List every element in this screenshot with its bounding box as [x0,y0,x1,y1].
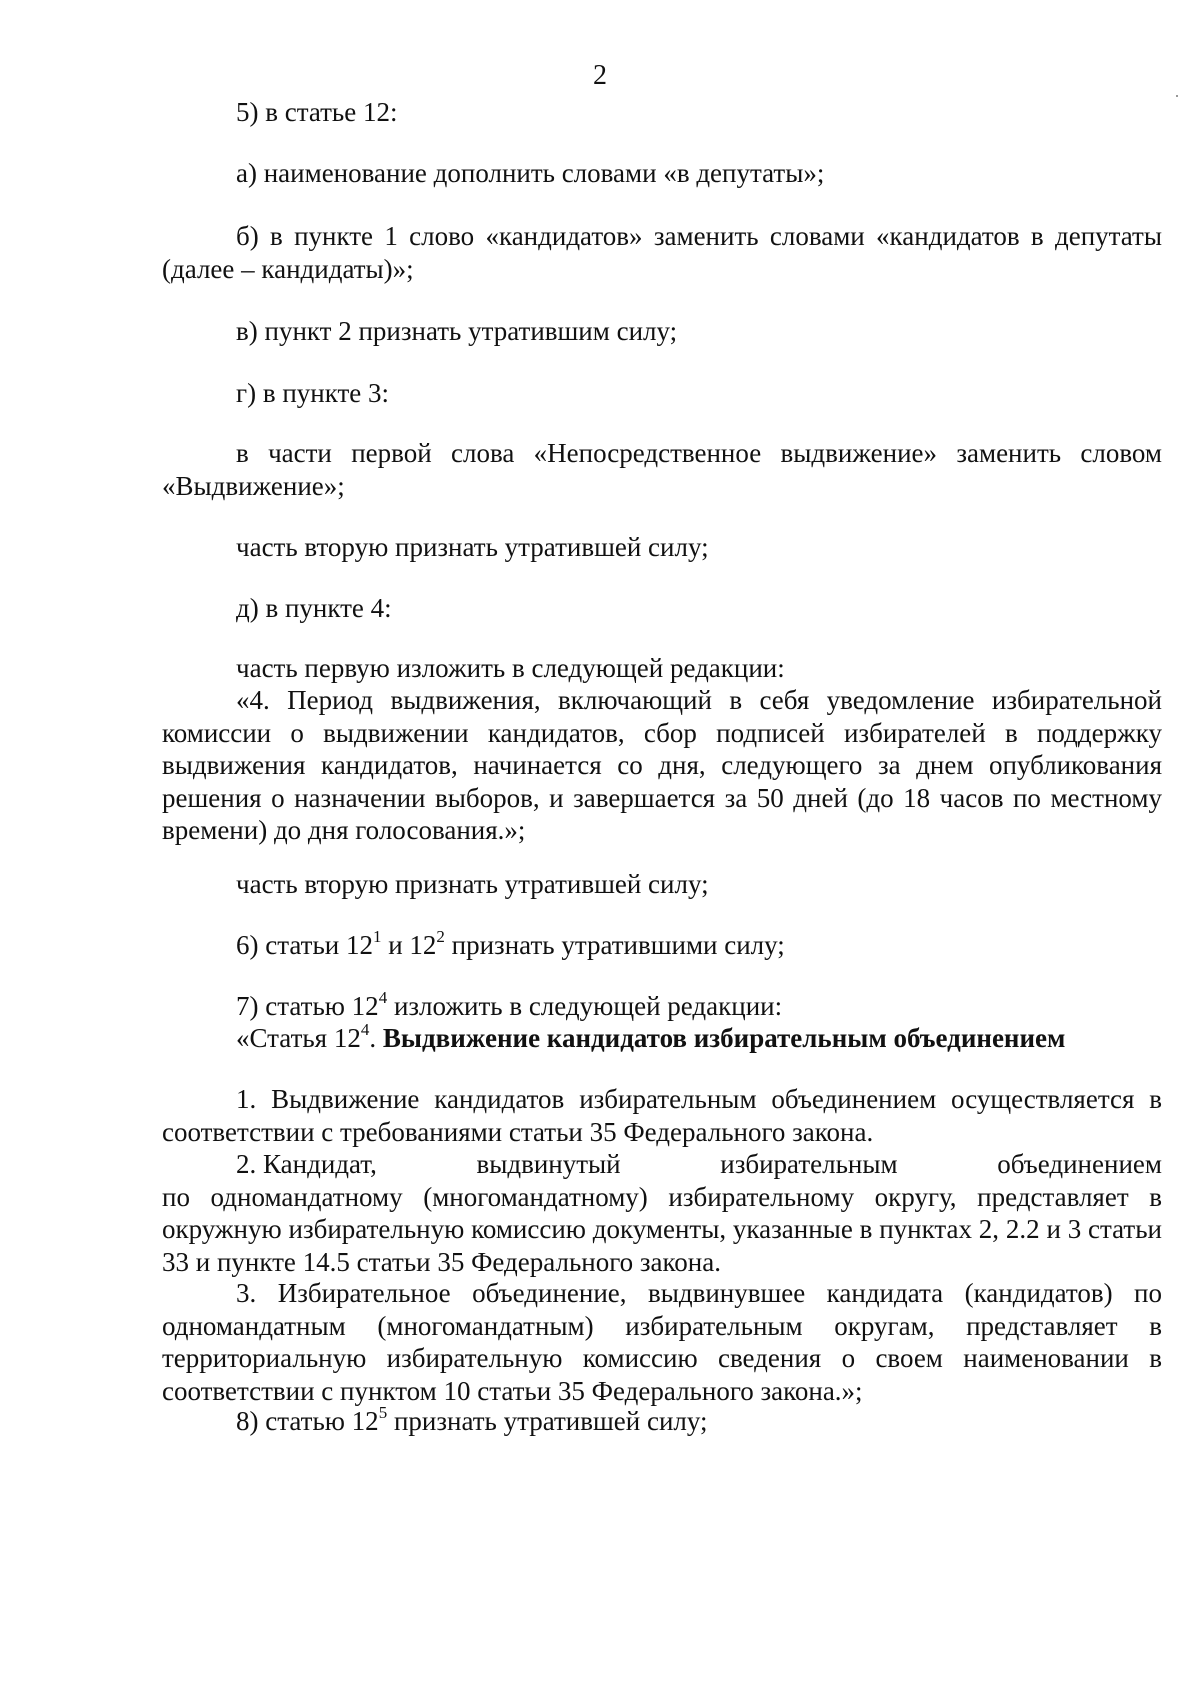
article-point-3: 3. Избирательное объединение, выдвинувшее кандидата (кандидатов) по одномандатным (многомандатным) избирательным округам, представляет в территориальную избирательную комиссию сведения о своем наименовании в соответствии с пунктом 10 статьи 35 Федерального закона.»; [162,1278,1162,1406]
paragraph-part-one-new-edition: часть первую изложить в следующей редакции: [236,653,785,683]
article-point-2-first-line [236,1148,1162,1181]
paragraph-item-7 [162,990,1162,1023]
paragraph-subitem-v: в) пункт 2 признать утратившим силу; [236,316,678,346]
article-heading-superscript: 4 [360,1020,370,1039]
paragraph-subitem-a: а) наименование дополнить словами «в депутаты»; [236,158,825,188]
item-8-text-b: признать утратившей силу; [387,1406,708,1436]
point-2-word-4: объединением [997,1149,1162,1179]
item-6-text-c: признать утратившими силу; [444,930,785,960]
paragraph-subitem-d: д) в пункте 4: [236,593,392,623]
paragraph-item-8 [162,1405,1162,1438]
item-7-text-b: изложить в следующей редакции: [387,991,783,1021]
paragraph-subitem-g: г) в пункте 3: [236,378,390,408]
scan-speck [1176,95,1178,97]
superscript-1: 1 [372,927,382,946]
paragraph-part-one-replace: в части первой слова «Непосредственное выдвижение» заменить словом «Выдвижение»; [162,438,1162,501]
paragraph-item-5: 5) в статье 12: [236,97,398,127]
paragraph-part-two-void: часть вторую признать утратившей силу; [236,532,709,562]
point-2-word-3: избирательным [720,1149,898,1179]
item-6-text-a: 6) статьи 12 [236,930,373,960]
article-heading-prefix: «Статья 12 [236,1023,361,1053]
point-2-rest: по одномандатному (многомандатному) избирательному округу, представляет в окружную избирательную комиссию документы, указанные в пунктах 2, 2.2 и 3 статьи 33 и пункте 14.5 статьи 35 Федерального закона. [162,1181,1162,1277]
paragraph-quoted-point-4: «4. Период выдвижения, включающий в себя уведомление избирательной комиссии о выдвижении кандидатов, сбор подписей избирателей в поддержку выдвижения кандидатов, начинается со дня, следующего за днем опубликования решения о назначении выборов, и завершается за 50 дней (до 18 часов по местному времени) до дня голосования.»; [162,685,1162,845]
superscript-2: 2 [436,927,445,946]
article-heading-dot: . [369,1023,383,1053]
paragraph-subitem-b: б) в пункте 1 слово «кандидатов» заменить словами «кандидатов в депутаты (далее – кандидаты)»; [162,221,1162,284]
item-8-text-a: 8) статью 12 [236,1406,379,1436]
article-point-2 [162,1148,1162,1278]
superscript-4: 4 [378,988,388,1007]
item-7-text-a: 7) статью 12 [236,991,379,1021]
superscript-5: 5 [378,1403,388,1422]
article-point-1: 1. Выдвижение кандидатов избирательным объединением осуществляется в соответствии с требованиями статьи 35 Федерального закона. [162,1084,1162,1147]
point-2-word-1: 2. Кандидат, [236,1149,377,1179]
page-number: 2 [593,60,607,91]
paragraph-item-6 [162,929,1162,962]
article-heading-title: Выдвижение кандидатов избирательным объединением [382,1023,1066,1053]
item-6-text-b: и 12 [381,930,437,960]
point-2-word-2: выдвинутый [476,1149,621,1179]
article-heading [162,1022,1162,1055]
paragraph-part-two-void-2: часть вторую признать утратившей силу; [236,869,709,899]
